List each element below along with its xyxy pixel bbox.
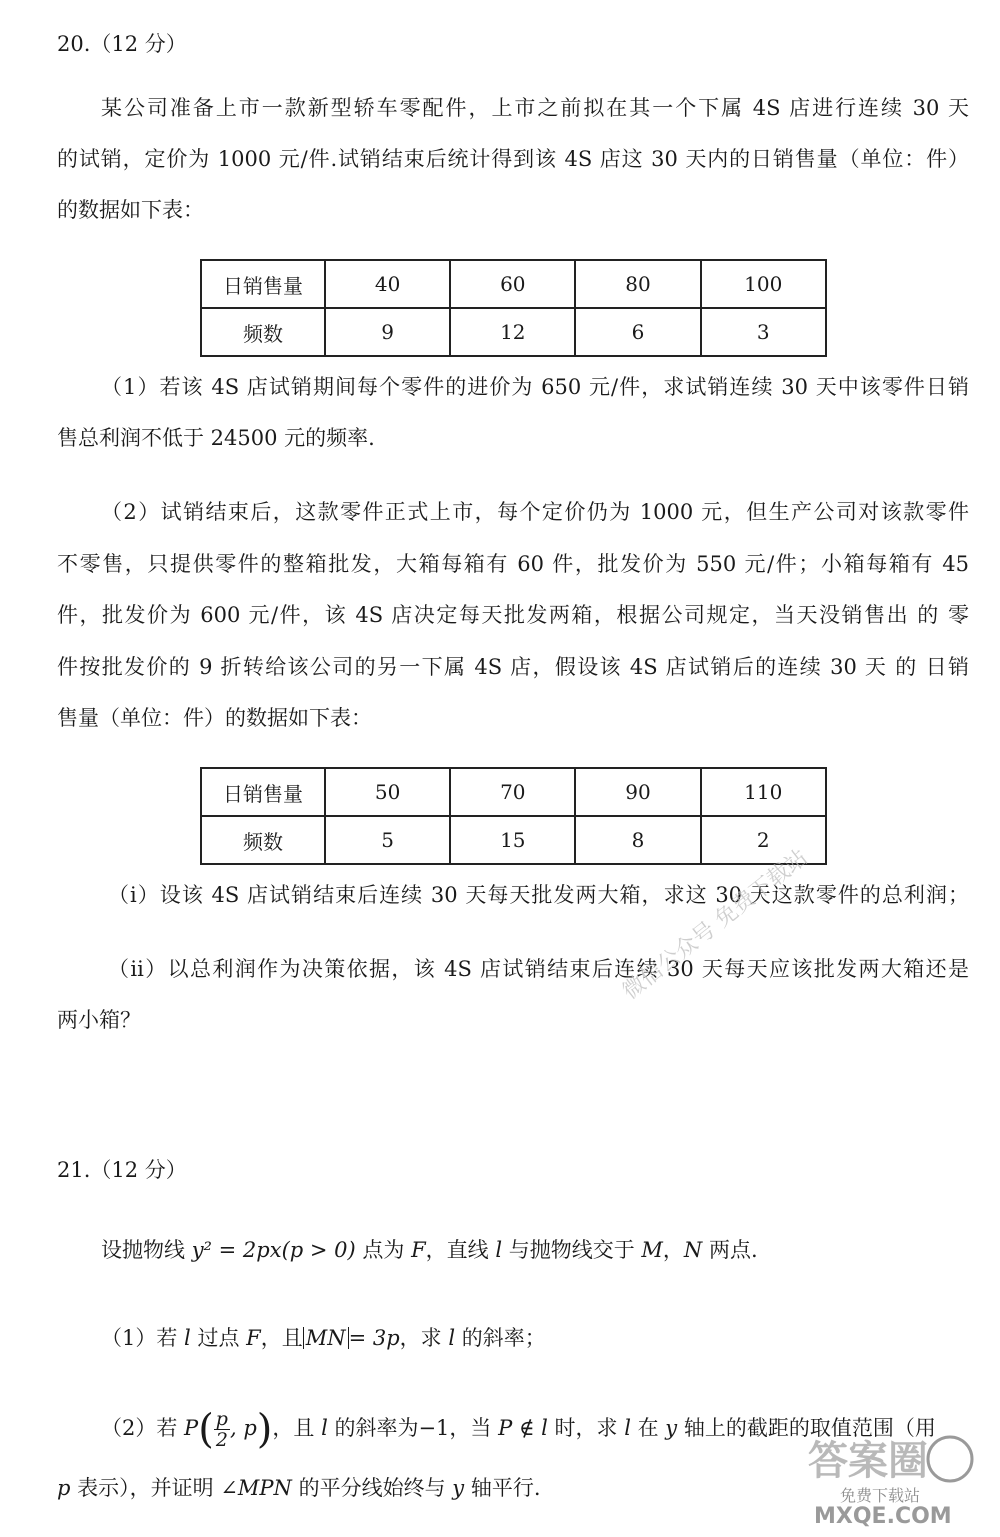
q21-intro: 设抛物线 y² = 2px(p > 0) 点为 F，直线 l 与抛物线交于 M，N 两点.	[101, 1238, 758, 1262]
q20-part2-line-5: 售量（单位：件）的数据如下表：	[57, 706, 372, 730]
table-cell: 100	[701, 260, 826, 308]
abs-MN: MN	[303, 1327, 349, 1349]
q20-part2-line-2: 不零售，只提供零件的整箱批发，大箱每箱有 60 件，批发价为 550 元/件；小箱每箱有 45	[57, 552, 969, 576]
table-cell: 12	[450, 308, 575, 356]
table-cell: 15	[450, 816, 575, 864]
table-cell: 40	[325, 260, 450, 308]
table2-row-label-sales: 日销售量	[201, 768, 325, 816]
table-cell: 5	[325, 816, 450, 864]
table-cell: 70	[450, 768, 575, 816]
parabola-equation: y² = 2px(p > 0)	[191, 1238, 356, 1262]
table-row	[201, 308, 826, 356]
q20-intro-line-1: 某公司准备上市一款新型轿车零配件，上市之前拟在其一个下属 4S 店进行连续 30 天	[101, 96, 969, 120]
q20-number: 20.（12 分）	[57, 32, 187, 56]
table-row	[201, 816, 826, 864]
q20-sub-i: （i）设该 4S 店试销结束后连续 30 天每天批发两大箱，求这 30 天这款零件的总利润；	[108, 883, 969, 907]
logo-sub-text: 免费下载站	[840, 1486, 921, 1505]
q20-part2-line-1: （2）试销结束后，这款零件正式上市，每个定价仍为 1000 元，但生产公司对该款零件	[101, 500, 969, 524]
q21-part2-line-2: p 表示），并证明 ∠MPN 的平分线始终与 y 轴平行.	[57, 1476, 541, 1500]
table-cell: 3	[701, 308, 826, 356]
logo-domain-text: MXQE.COM	[814, 1504, 952, 1529]
q20-part2-line-3: 件，批发价为 600 元/件，该 4S 店决定每天批发两箱，根据公司规定，当天没销售出 的 零	[57, 603, 969, 627]
table-cell: 110	[701, 768, 826, 816]
table1-row-label-freq: 频数	[201, 308, 325, 356]
q20-part2-line-4: 件按批发价的 9 折转给该公司的另一下属 4S 店，假设该 4S 店试销后的连续 30 天 的 日销	[57, 655, 969, 679]
q20-sub-ii-line-2: 两小箱？	[57, 1008, 141, 1032]
table-cell: 80	[575, 260, 700, 308]
sales-table-2	[200, 767, 827, 865]
table1-row-label-sales: 日销售量	[201, 260, 325, 308]
logo-circle-icon	[928, 1437, 972, 1481]
table-cell: 8	[575, 816, 700, 864]
table-cell: 2	[701, 816, 826, 864]
q21-part1: （1）若 l 过点 F，且 MN = 3p，求 l 的斜率；	[101, 1326, 546, 1350]
table-cell: 60	[450, 260, 575, 308]
table2-row-label-freq: 频数	[201, 816, 325, 864]
site-logo	[800, 1419, 990, 1529]
q20-intro-line-3: 的数据如下表：	[57, 198, 204, 222]
q20-sub-ii-line-1: （ii）以总利润作为决策依据，该 4S 店试销结束后连续 30 天每天应该批发两大箱还是	[108, 957, 969, 981]
table-row	[201, 768, 826, 816]
table-cell: 9	[325, 308, 450, 356]
table-cell: 6	[575, 308, 700, 356]
table-row	[201, 260, 826, 308]
table-cell: 50	[325, 768, 450, 816]
sales-table-1	[200, 259, 827, 357]
q20-intro-line-2: 的试销，定价为 1000 元/件.试销结束后统计得到该 4S 店这 30 天内的日销售量（单位：件）	[57, 147, 969, 171]
table-cell: 90	[575, 768, 700, 816]
logo-main-text: 答案圈	[808, 1438, 928, 1484]
q21-part2-line-1: （2）若 P( $\frac{p}{2}$ , p)，且 l 的斜率为−1，当 P ∉ l 时，求 l 在 y 轴上的截距的取值范围（用	[101, 1406, 936, 1453]
watermark-text: 微信公众号 免费下载站	[618, 845, 813, 1005]
q20-part1-line-1: （1）若该 4S 店试销期间每个零件的进价为 650 元/件，求试销连续 30 天中该零件日销	[101, 375, 969, 399]
q20-part1-line-2: 售总利润不低于 24500 元的频率.	[57, 426, 375, 450]
fraction-p-over-2: $\frac{p}{2}$	[215, 1408, 228, 1451]
q21-number: 21.（12 分）	[57, 1158, 187, 1182]
